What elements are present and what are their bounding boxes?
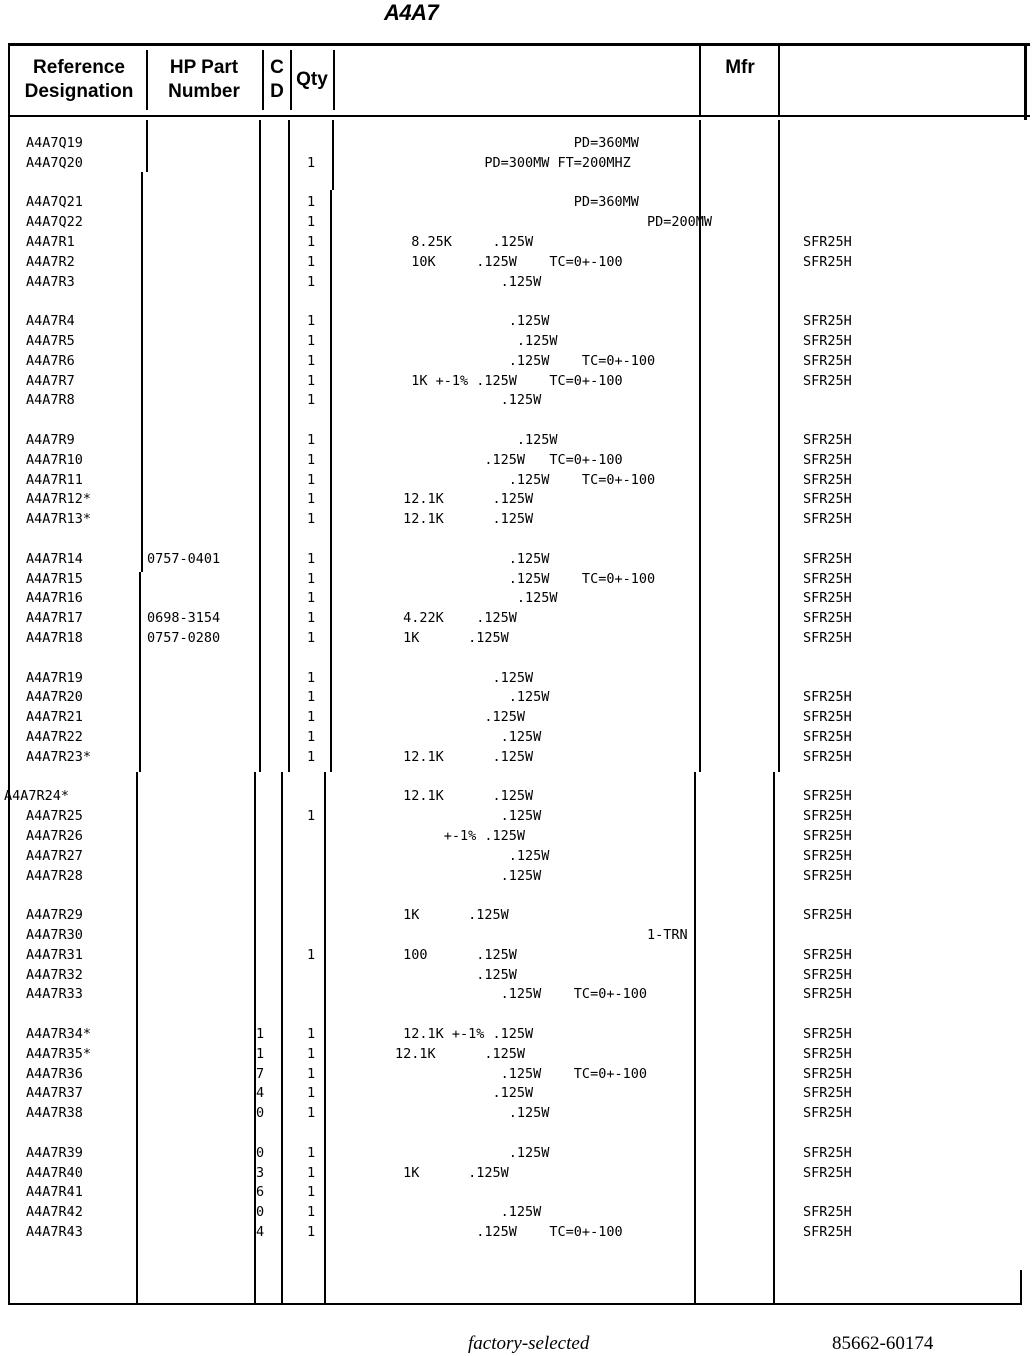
mfr-part-number: SFR25H	[803, 432, 852, 448]
quantity: 1	[307, 1046, 316, 1062]
table-row	[0, 1182, 1033, 1202]
description: .125W	[395, 313, 550, 329]
reference-designation: A4A7R3	[26, 274, 75, 290]
mfr-part-number: SFR25H	[803, 472, 852, 488]
hp-part-number: 0757-0280	[147, 630, 221, 646]
description: 12.1K .125W	[395, 491, 534, 507]
description: .125W TC=0+-100	[395, 1224, 623, 1240]
description: .125W	[395, 1105, 550, 1121]
table-row	[0, 489, 1033, 509]
description: 12.1K .125W	[395, 788, 534, 804]
description: 8.25K .125W	[395, 234, 534, 250]
description: 1K .125W	[395, 630, 509, 646]
quantity: 1	[307, 551, 316, 567]
description: .125W TC=0+-100	[395, 1066, 647, 1082]
table-row	[0, 1083, 1033, 1103]
reference-designation: A4A7R1	[26, 234, 75, 250]
description: .125W	[395, 689, 550, 705]
mfr-part-number: SFR25H	[803, 313, 852, 329]
reference-designation: A4A7Q21	[26, 194, 83, 210]
table-row	[0, 984, 1033, 1004]
check-digit: 3	[256, 1165, 265, 1181]
quantity: 1	[307, 1184, 316, 1200]
header-reference-designation: Reference Designation	[24, 57, 134, 102]
description: .125W	[395, 729, 542, 745]
table-row	[0, 232, 1033, 252]
mfr-part-number: SFR25H	[803, 610, 852, 626]
reference-designation: A4A7R38	[26, 1105, 83, 1121]
description: .125W TC=0+-100	[395, 353, 656, 369]
reference-designation: A4A7R6	[26, 353, 75, 369]
table-row	[0, 390, 1033, 410]
table-row	[0, 212, 1033, 232]
description: 1K .125W	[395, 1165, 509, 1181]
reference-designation: A4A7R14	[26, 551, 83, 567]
table-row	[0, 450, 1033, 470]
mfr-part-number: SFR25H	[803, 1224, 852, 1240]
reference-designation: A4A7R10	[26, 452, 83, 468]
reference-designation: A4A7R41	[26, 1184, 83, 1200]
reference-designation: A4A7Q20	[26, 155, 83, 171]
hp-part-number: 0757-0401	[147, 551, 221, 567]
reference-designation: A4A7R23*	[26, 749, 92, 765]
reference-designation: A4A7R19	[26, 670, 83, 686]
table-row	[0, 965, 1033, 985]
table-row	[0, 549, 1033, 569]
quantity: 1	[307, 353, 316, 369]
table-row	[0, 608, 1033, 628]
mfr-part-number: SFR25H	[803, 511, 852, 527]
reference-designation: A4A7R15	[26, 571, 83, 587]
description: PD=360MW	[395, 194, 639, 210]
check-digit: 4	[256, 1224, 265, 1240]
mfr-part-number: SFR25H	[803, 808, 852, 824]
reference-designation: A4A7R11	[26, 472, 83, 488]
reference-designation: A4A7R21	[26, 709, 83, 725]
reference-designation: A4A7R43	[26, 1224, 83, 1240]
quantity: 1	[307, 373, 316, 389]
reference-designation: A4A7R12*	[26, 491, 92, 507]
table-row	[0, 430, 1033, 450]
header-qty: Qty	[296, 69, 328, 90]
table-row	[0, 668, 1033, 688]
description: .125W	[395, 670, 534, 686]
reference-designation: A4A7R29	[26, 907, 83, 923]
table-row	[0, 1143, 1033, 1163]
description: 12.1K .125W	[395, 749, 534, 765]
table-row	[0, 1222, 1033, 1242]
mfr-part-number: SFR25H	[803, 828, 852, 844]
mfr-part-number: SFR25H	[803, 868, 852, 884]
reference-designation: A4A7R31	[26, 947, 83, 963]
quantity: 1	[307, 709, 316, 725]
quantity: 1	[307, 670, 316, 686]
quantity: 1	[307, 610, 316, 626]
mfr-part-number: SFR25H	[803, 491, 852, 507]
table-row	[0, 588, 1033, 608]
table-row	[0, 826, 1033, 846]
description: 12.1K +-1% .125W	[395, 1026, 534, 1042]
description: 1K .125W	[395, 907, 509, 923]
table-row	[0, 707, 1033, 727]
col-sep-ref-hp	[146, 50, 148, 110]
hp-part-number: 0698-3154	[147, 610, 221, 626]
table-row	[0, 866, 1033, 886]
mfr-part-number: SFR25H	[803, 234, 852, 250]
quantity: 1	[307, 254, 316, 270]
description: .125W	[395, 808, 542, 824]
table-row	[0, 628, 1033, 648]
reference-designation: A4A7R13*	[26, 511, 92, 527]
mfr-part-number: SFR25H	[803, 947, 852, 963]
table-right-border-lower	[1020, 1270, 1022, 1305]
mfr-part-number: SFR25H	[803, 986, 852, 1002]
check-digit: 1	[256, 1046, 265, 1062]
quantity: 1	[307, 1105, 316, 1121]
quantity: 1	[307, 155, 316, 171]
table-row	[0, 153, 1033, 173]
table-row	[0, 727, 1033, 747]
table-right-border	[1024, 43, 1027, 120]
quantity: 1	[307, 630, 316, 646]
quantity: 1	[307, 491, 316, 507]
table-row	[0, 331, 1033, 351]
description: .125W	[395, 392, 542, 408]
description: .125W	[395, 333, 558, 349]
table-row	[0, 252, 1033, 272]
quantity: 1	[307, 194, 316, 210]
table-row	[0, 272, 1033, 292]
table-header-rule	[8, 115, 1030, 117]
reference-designation: A4A7R35*	[26, 1046, 92, 1062]
table-row	[0, 806, 1033, 826]
quantity: 1	[307, 313, 316, 329]
quantity: 1	[307, 432, 316, 448]
mfr-part-number: SFR25H	[803, 452, 852, 468]
reference-designation: A4A7R33	[26, 986, 83, 1002]
description: .125W TC=0+-100	[395, 986, 647, 1002]
footnote: factory-selected	[468, 1333, 590, 1354]
quantity: 1	[307, 1204, 316, 1220]
mfr-part-number: SFR25H	[803, 848, 852, 864]
reference-designation: A4A7R36	[26, 1066, 83, 1082]
description: 4.22K .125W	[395, 610, 517, 626]
reference-designation: A4A7R7	[26, 373, 75, 389]
col-sep-qty-desc	[333, 50, 335, 110]
description: .125W	[395, 1145, 550, 1161]
mfr-part-number: SFR25H	[803, 333, 852, 349]
mfr-part-number: SFR25H	[803, 788, 852, 804]
reference-designation: A4A7R32	[26, 967, 83, 983]
quantity: 1	[307, 234, 316, 250]
quantity: 1	[307, 1085, 316, 1101]
quantity: 1	[307, 1224, 316, 1240]
description: PD=300MW FT=200MHZ	[395, 155, 631, 171]
description: 1-TRN	[395, 927, 688, 943]
quantity: 1	[307, 808, 316, 824]
reference-designation: A4A7R27	[26, 848, 83, 864]
table-row	[0, 569, 1033, 589]
table-row	[0, 371, 1033, 391]
table-row	[0, 786, 1033, 806]
quantity: 1	[307, 333, 316, 349]
mfr-part-number: SFR25H	[803, 1204, 852, 1220]
mfr-part-number: SFR25H	[803, 373, 852, 389]
mfr-part-number: SFR25H	[803, 1105, 852, 1121]
check-digit: 6	[256, 1184, 265, 1200]
description: +-1% .125W	[395, 828, 526, 844]
reference-designation: A4A7R24*	[4, 788, 70, 804]
mfr-part-number: SFR25H	[803, 571, 852, 587]
check-digit: 0	[256, 1204, 265, 1220]
table-row	[0, 470, 1033, 490]
check-digit: 4	[256, 1085, 265, 1101]
description: 100 .125W	[395, 947, 517, 963]
col-sep-desc-mfr	[699, 46, 701, 116]
mfr-part-number: SFR25H	[803, 590, 852, 606]
description: .125W	[395, 868, 542, 884]
description: 10K .125W TC=0+-100	[395, 254, 623, 270]
table-row	[0, 1044, 1033, 1064]
reference-designation: A4A7R4	[26, 313, 75, 329]
mfr-part-number: SFR25H	[803, 907, 852, 923]
description: .125W	[395, 967, 517, 983]
quantity: 1	[307, 392, 316, 408]
quantity: 1	[307, 214, 316, 230]
table-row	[0, 1064, 1033, 1084]
table-row	[0, 1024, 1033, 1044]
document-part-number: 85662-60174	[832, 1333, 934, 1354]
description: .125W	[395, 590, 558, 606]
table-row	[0, 351, 1033, 371]
quantity: 1	[307, 729, 316, 745]
reference-designation: A4A7R37	[26, 1085, 83, 1101]
reference-designation: A4A7R28	[26, 868, 83, 884]
check-digit: 1	[256, 1026, 265, 1042]
table-row	[0, 192, 1033, 212]
page-title: A4A7	[384, 0, 439, 25]
reference-designation: A4A7R8	[26, 392, 75, 408]
table-row	[0, 311, 1033, 331]
mfr-part-number: SFR25H	[803, 254, 852, 270]
table-bottom-rule	[8, 1303, 1021, 1305]
description: .125W	[395, 432, 558, 448]
mfr-part-number: SFR25H	[803, 1046, 852, 1062]
mfr-part-number: SFR25H	[803, 551, 852, 567]
table-row	[0, 945, 1033, 965]
description: .125W TC=0+-100	[395, 571, 656, 587]
quantity: 1	[307, 472, 316, 488]
table-row	[0, 1163, 1033, 1183]
description: .125W	[395, 848, 550, 864]
description: 12.1K .125W	[395, 1046, 526, 1062]
quantity: 1	[307, 274, 316, 290]
table-top-rule	[8, 43, 1030, 46]
quantity: 1	[307, 590, 316, 606]
reference-designation: A4A7R39	[26, 1145, 83, 1161]
description: 1K +-1% .125W TC=0+-100	[395, 373, 623, 389]
mfr-part-number: SFR25H	[803, 1145, 852, 1161]
mfr-part-number: SFR25H	[803, 709, 852, 725]
header-mfr: Mfr	[725, 57, 755, 78]
mfr-part-number: SFR25H	[803, 689, 852, 705]
description: PD=360MW	[395, 135, 639, 151]
reference-designation: A4A7R20	[26, 689, 83, 705]
description: .125W	[395, 1085, 534, 1101]
quantity: 1	[307, 571, 316, 587]
quantity: 1	[307, 1066, 316, 1082]
description: .125W	[395, 709, 526, 725]
header-cd: C D	[270, 57, 284, 102]
mfr-part-number: SFR25H	[803, 1085, 852, 1101]
table-row	[0, 846, 1033, 866]
quantity: 1	[307, 1165, 316, 1181]
description: .125W	[395, 1204, 542, 1220]
mfr-part-number: SFR25H	[803, 1165, 852, 1181]
header-hp-part-number: HP Part Number	[168, 57, 240, 102]
table-row	[0, 747, 1033, 767]
reference-designation: A4A7R30	[26, 927, 83, 943]
mfr-part-number: SFR25H	[803, 353, 852, 369]
reference-designation: A4A7R22	[26, 729, 83, 745]
quantity: 1	[307, 1026, 316, 1042]
mfr-part-number: SFR25H	[803, 729, 852, 745]
check-digit: 0	[256, 1105, 265, 1121]
description: .125W	[395, 551, 550, 567]
quantity: 1	[307, 1145, 316, 1161]
reference-designation: A4A7R9	[26, 432, 75, 448]
reference-designation: A4A7R2	[26, 254, 75, 270]
description: .125W TC=0+-100	[395, 472, 656, 488]
mfr-part-number: SFR25H	[803, 967, 852, 983]
check-digit: 0	[256, 1145, 265, 1161]
quantity: 1	[307, 689, 316, 705]
reference-designation: A4A7R34*	[26, 1026, 92, 1042]
table-row	[0, 687, 1033, 707]
reference-designation: A4A7Q22	[26, 214, 83, 230]
quantity: 1	[307, 947, 316, 963]
reference-designation: A4A7R40	[26, 1165, 83, 1181]
quantity: 1	[307, 511, 316, 527]
mfr-part-number: SFR25H	[803, 630, 852, 646]
table-row	[0, 133, 1033, 153]
quantity: 1	[307, 749, 316, 765]
reference-designation: A4A7R42	[26, 1204, 83, 1220]
table-row	[0, 1202, 1033, 1222]
table-row	[0, 905, 1033, 925]
check-digit: 7	[256, 1066, 265, 1082]
quantity: 1	[307, 452, 316, 468]
mfr-part-number: SFR25H	[803, 1026, 852, 1042]
mfr-part-number: SFR25H	[803, 1066, 852, 1082]
reference-designation: A4A7R26	[26, 828, 83, 844]
reference-designation: A4A7Q19	[26, 135, 83, 151]
table-row	[0, 925, 1033, 945]
table-row	[0, 509, 1033, 529]
description: PD=200MW	[395, 214, 712, 230]
reference-designation: A4A7R5	[26, 333, 75, 349]
description: .125W TC=0+-100	[395, 452, 623, 468]
reference-designation: A4A7R16	[26, 590, 83, 606]
reference-designation: A4A7R18	[26, 630, 83, 646]
description: .125W	[395, 274, 542, 290]
table-row	[0, 1103, 1033, 1123]
col-sep-mfr-part	[778, 46, 780, 116]
description: 12.1K .125W	[395, 511, 534, 527]
reference-designation: A4A7R17	[26, 610, 83, 626]
reference-designation: A4A7R25	[26, 808, 83, 824]
mfr-part-number: SFR25H	[803, 749, 852, 765]
